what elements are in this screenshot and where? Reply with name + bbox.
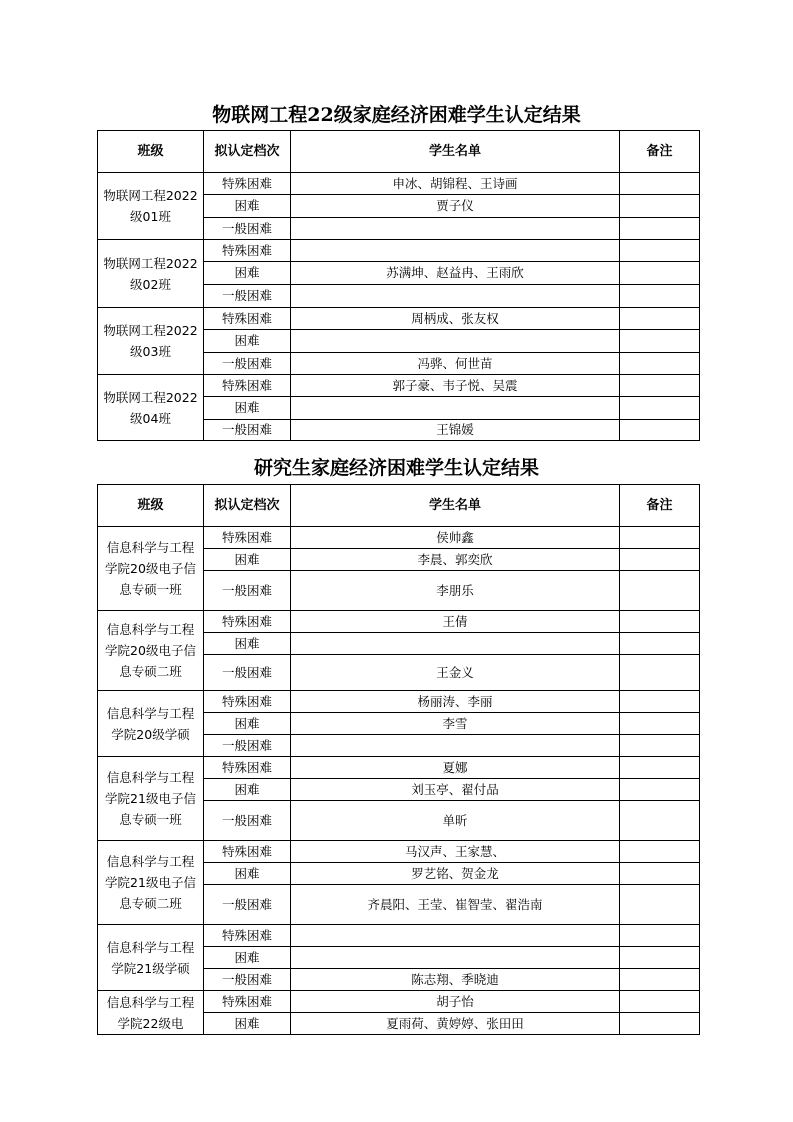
student-names-cell: 单昕	[291, 801, 620, 841]
student-names-cell: 李雪	[291, 713, 620, 735]
notes-cell	[620, 757, 700, 779]
grad-table-body	[98, 527, 700, 1035]
level-cell: 特殊困难	[204, 611, 291, 633]
student-names-cell	[291, 947, 620, 969]
class-cell: 信息科学与工程学院20级电子信息专硕一班	[98, 527, 204, 611]
notes-cell	[620, 655, 700, 691]
notes-cell	[620, 779, 700, 801]
student-names-cell	[291, 218, 620, 240]
notes-cell	[620, 240, 700, 262]
student-names-cell	[291, 925, 620, 947]
student-names-cell: 王倩	[291, 611, 620, 633]
level-cell: 特殊困难	[204, 757, 291, 779]
level-cell: 困难	[204, 1013, 291, 1035]
level-cell: 一般困难	[204, 285, 291, 308]
level-cell: 困难	[204, 633, 291, 655]
header-notes: 备注	[620, 485, 700, 527]
level-cell: 一般困难	[204, 571, 291, 611]
level-cell: 特殊困难	[204, 925, 291, 947]
level-cell: 特殊困难	[204, 691, 291, 713]
table-row	[98, 841, 700, 863]
level-cell: 一般困难	[204, 735, 291, 757]
header-class: 班级	[98, 485, 204, 527]
class-cell: 物联网工程2022级04班	[98, 375, 204, 441]
undergrad-result-table	[97, 130, 700, 441]
notes-cell	[620, 735, 700, 757]
student-names-cell: 陈志翔、季晓迪	[291, 969, 620, 991]
student-names-cell: 王金义	[291, 655, 620, 691]
notes-cell	[620, 420, 700, 441]
student-names-cell: 侯帅鑫	[291, 527, 620, 549]
student-names-cell: 罗艺铭、贺金龙	[291, 863, 620, 885]
student-names-cell: 夏雨荷、黄婷婷、张田田	[291, 1013, 620, 1035]
level-cell: 一般困难	[204, 655, 291, 691]
student-names-cell: 申冰、胡锦程、王诗画	[291, 173, 620, 195]
student-names-cell: 郭子豪、韦子悦、吴震	[291, 375, 620, 397]
level-cell: 困难	[204, 195, 291, 218]
notes-cell	[620, 308, 700, 330]
student-names-cell: 马汉声、王家慧、	[291, 841, 620, 863]
class-cell: 物联网工程2022级03班	[98, 308, 204, 375]
table-row	[98, 375, 700, 397]
level-cell: 特殊困难	[204, 308, 291, 330]
table-row	[98, 757, 700, 779]
notes-cell	[620, 1013, 700, 1035]
header-notes: 备注	[620, 131, 700, 173]
table-row	[98, 691, 700, 713]
level-cell: 困难	[204, 863, 291, 885]
level-cell: 特殊困难	[204, 240, 291, 262]
grad-result-table	[97, 484, 700, 1035]
notes-cell	[620, 262, 700, 285]
notes-cell	[620, 885, 700, 925]
class-cell: 信息科学与工程学院21级电子信息专硕一班	[98, 757, 204, 841]
notes-cell	[620, 375, 700, 397]
notes-cell	[620, 863, 700, 885]
student-names-cell: 苏满坤、赵益冉、王雨欣	[291, 262, 620, 285]
table-row	[98, 925, 700, 947]
student-names-cell: 夏娜	[291, 757, 620, 779]
notes-cell	[620, 991, 700, 1013]
header-names: 学生名单	[291, 485, 620, 527]
level-cell: 一般困难	[204, 353, 291, 375]
level-cell: 困难	[204, 713, 291, 735]
level-cell: 困难	[204, 397, 291, 420]
student-names-cell	[291, 285, 620, 308]
student-names-cell	[291, 240, 620, 262]
level-cell: 困难	[204, 947, 291, 969]
header-row	[98, 485, 700, 527]
student-names-cell: 李晨、郭奕欣	[291, 549, 620, 571]
level-cell: 困难	[204, 330, 291, 353]
class-cell: 信息科学与工程学院20级电子信息专硕二班	[98, 611, 204, 691]
notes-cell	[620, 611, 700, 633]
table-row	[98, 240, 700, 262]
level-cell: 特殊困难	[204, 173, 291, 195]
notes-cell	[620, 713, 700, 735]
student-names-cell: 王锦媛	[291, 420, 620, 441]
grad-table-title: 研究生家庭经济困难学生认定结果	[253, 457, 539, 479]
notes-cell	[620, 633, 700, 655]
class-cell: 物联网工程2022级02班	[98, 240, 204, 308]
table-row	[98, 527, 700, 549]
class-cell: 信息科学与工程学院20级学硕	[98, 691, 204, 757]
undergrad-table-title: 物联网工程22级家庭经济困难学生认定结果	[212, 104, 581, 126]
student-names-cell	[291, 735, 620, 757]
student-names-cell	[291, 397, 620, 420]
student-names-cell: 刘玉亭、翟付品	[291, 779, 620, 801]
class-cell: 信息科学与工程学院21级学硕	[98, 925, 204, 991]
notes-cell	[620, 330, 700, 353]
level-cell: 特殊困难	[204, 527, 291, 549]
table-row	[98, 611, 700, 633]
level-cell: 困难	[204, 262, 291, 285]
notes-cell	[620, 195, 700, 218]
student-names-cell: 冯骅、何世苗	[291, 353, 620, 375]
student-names-cell	[291, 633, 620, 655]
notes-cell	[620, 218, 700, 240]
level-cell: 一般困难	[204, 218, 291, 240]
level-cell: 特殊困难	[204, 841, 291, 863]
level-cell: 特殊困难	[204, 991, 291, 1013]
student-names-cell: 杨丽涛、李丽	[291, 691, 620, 713]
notes-cell	[620, 397, 700, 420]
header-level: 拟认定档次	[204, 485, 291, 527]
notes-cell	[620, 571, 700, 611]
table-row	[98, 991, 700, 1013]
level-cell: 一般困难	[204, 969, 291, 991]
notes-cell	[620, 691, 700, 713]
notes-cell	[620, 841, 700, 863]
notes-cell	[620, 801, 700, 841]
class-cell: 物联网工程2022级01班	[98, 173, 204, 240]
header-class: 班级	[98, 131, 204, 173]
undergrad-table-body	[98, 173, 700, 441]
level-cell: 特殊困难	[204, 375, 291, 397]
level-cell: 一般困难	[204, 801, 291, 841]
notes-cell	[620, 173, 700, 195]
notes-cell	[620, 925, 700, 947]
student-names-cell: 周柄成、张友权	[291, 308, 620, 330]
class-cell: 信息科学与工程学院21级电子信息专硕二班	[98, 841, 204, 925]
student-names-cell: 齐晨阳、王莹、崔智莹、翟浩南	[291, 885, 620, 925]
notes-cell	[620, 549, 700, 571]
notes-cell	[620, 969, 700, 991]
student-names-cell	[291, 330, 620, 353]
table-row	[98, 173, 700, 195]
header-row	[98, 131, 700, 173]
level-cell: 困难	[204, 549, 291, 571]
level-cell: 一般困难	[204, 420, 291, 441]
header-names: 学生名单	[291, 131, 620, 173]
table-row	[98, 308, 700, 330]
student-names-cell: 贾子仪	[291, 195, 620, 218]
student-names-cell: 胡子怡	[291, 991, 620, 1013]
class-cell: 信息科学与工程学院22级电	[98, 991, 204, 1035]
student-names-cell: 李朋乐	[291, 571, 620, 611]
notes-cell	[620, 947, 700, 969]
notes-cell	[620, 353, 700, 375]
header-level: 拟认定档次	[204, 131, 291, 173]
notes-cell	[620, 527, 700, 549]
level-cell: 困难	[204, 779, 291, 801]
notes-cell	[620, 285, 700, 308]
level-cell: 一般困难	[204, 885, 291, 925]
